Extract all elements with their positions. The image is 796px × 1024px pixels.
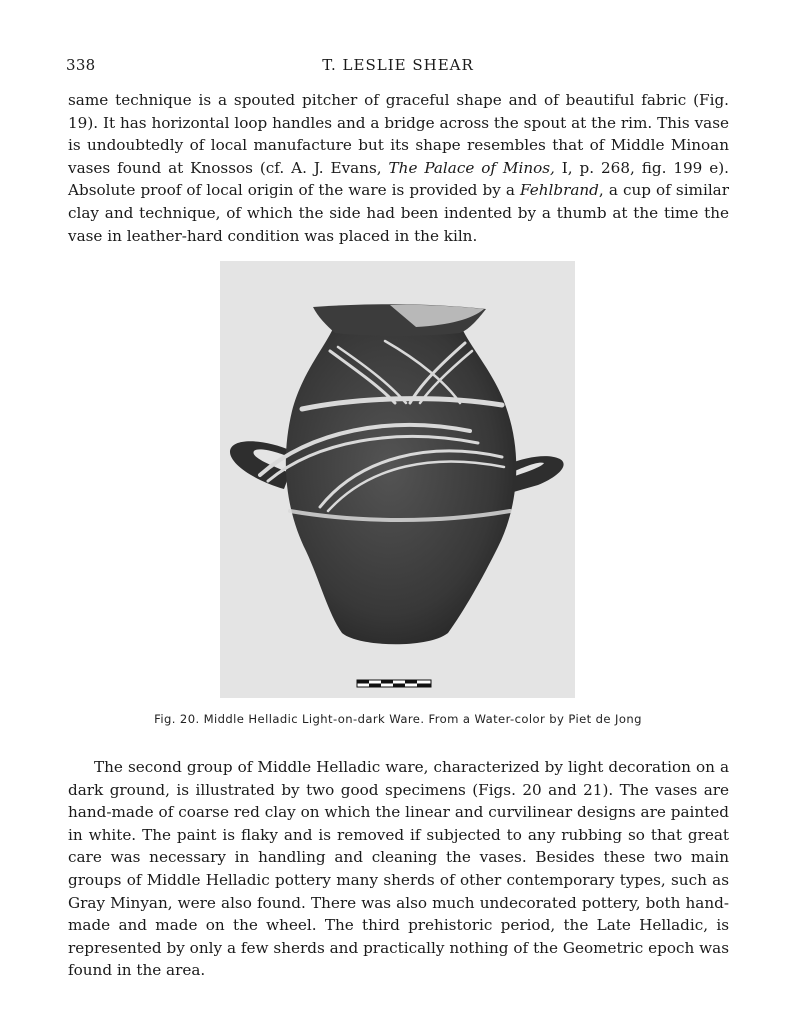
paragraph-1: [68, 89, 729, 247]
figure-plate: [220, 261, 575, 698]
paragraph-1-text-a: same technique is a spouted pitcher of graceful shape and of beautiful fabric (Fig. 19). It has horizontal loop handles and a bridge across the spout at the rim. This vase is undoubtedly of local manufacture but its shape resembles that of Middle Minoan vases found at Knossos (cf. A. J. Evans,: [68, 91, 729, 177]
vase-illustration: [220, 261, 575, 698]
book-title: The Palace of Minos,: [388, 158, 555, 177]
paragraph-1-text-b: I, p. 268, fig. 199 e). Absolute proof of local origin of the ware is provided by a: [68, 158, 729, 200]
italic-term: Fehlbrand: [520, 181, 599, 200]
scale-bar: [357, 680, 431, 687]
paragraph-1-text-c: , a cup of similar clay and technique, of which the side had been indented by a thumb at the time the vase in leather-hard condition was placed in the kiln.: [68, 181, 729, 245]
paragraph-2: The second group of Middle Helladic ware, characterized by light decoration on a dark ground, is illustrated by two good specimens (Figs. 20 and 21). The vases are hand-made of coarse red clay on which the linear and curvilinear designs are painted in white. The paint is flaky and is removed if subjected to any rubbing so that great care was necessary in handling and cleaning the vases. Besides these two main groups of Middle Helladic pottery many sherds of other contemporary types, such as Gray Minyan, were also found. There was also much undecorated pottery, both hand-made and made on the wheel. The third prehistoric period, the Late Helladic, is represented by only a few sherds and practically nothing of the Geometric epoch was found in the area.: [68, 758, 729, 980]
page-number: 338: [66, 56, 96, 74]
figure-caption: Fig. 20. Middle Helladic Light-on-dark Ware. From a Water-color by Piet de Jong: [154, 712, 642, 726]
running-head: T. LESLIE SHEAR: [322, 56, 474, 74]
